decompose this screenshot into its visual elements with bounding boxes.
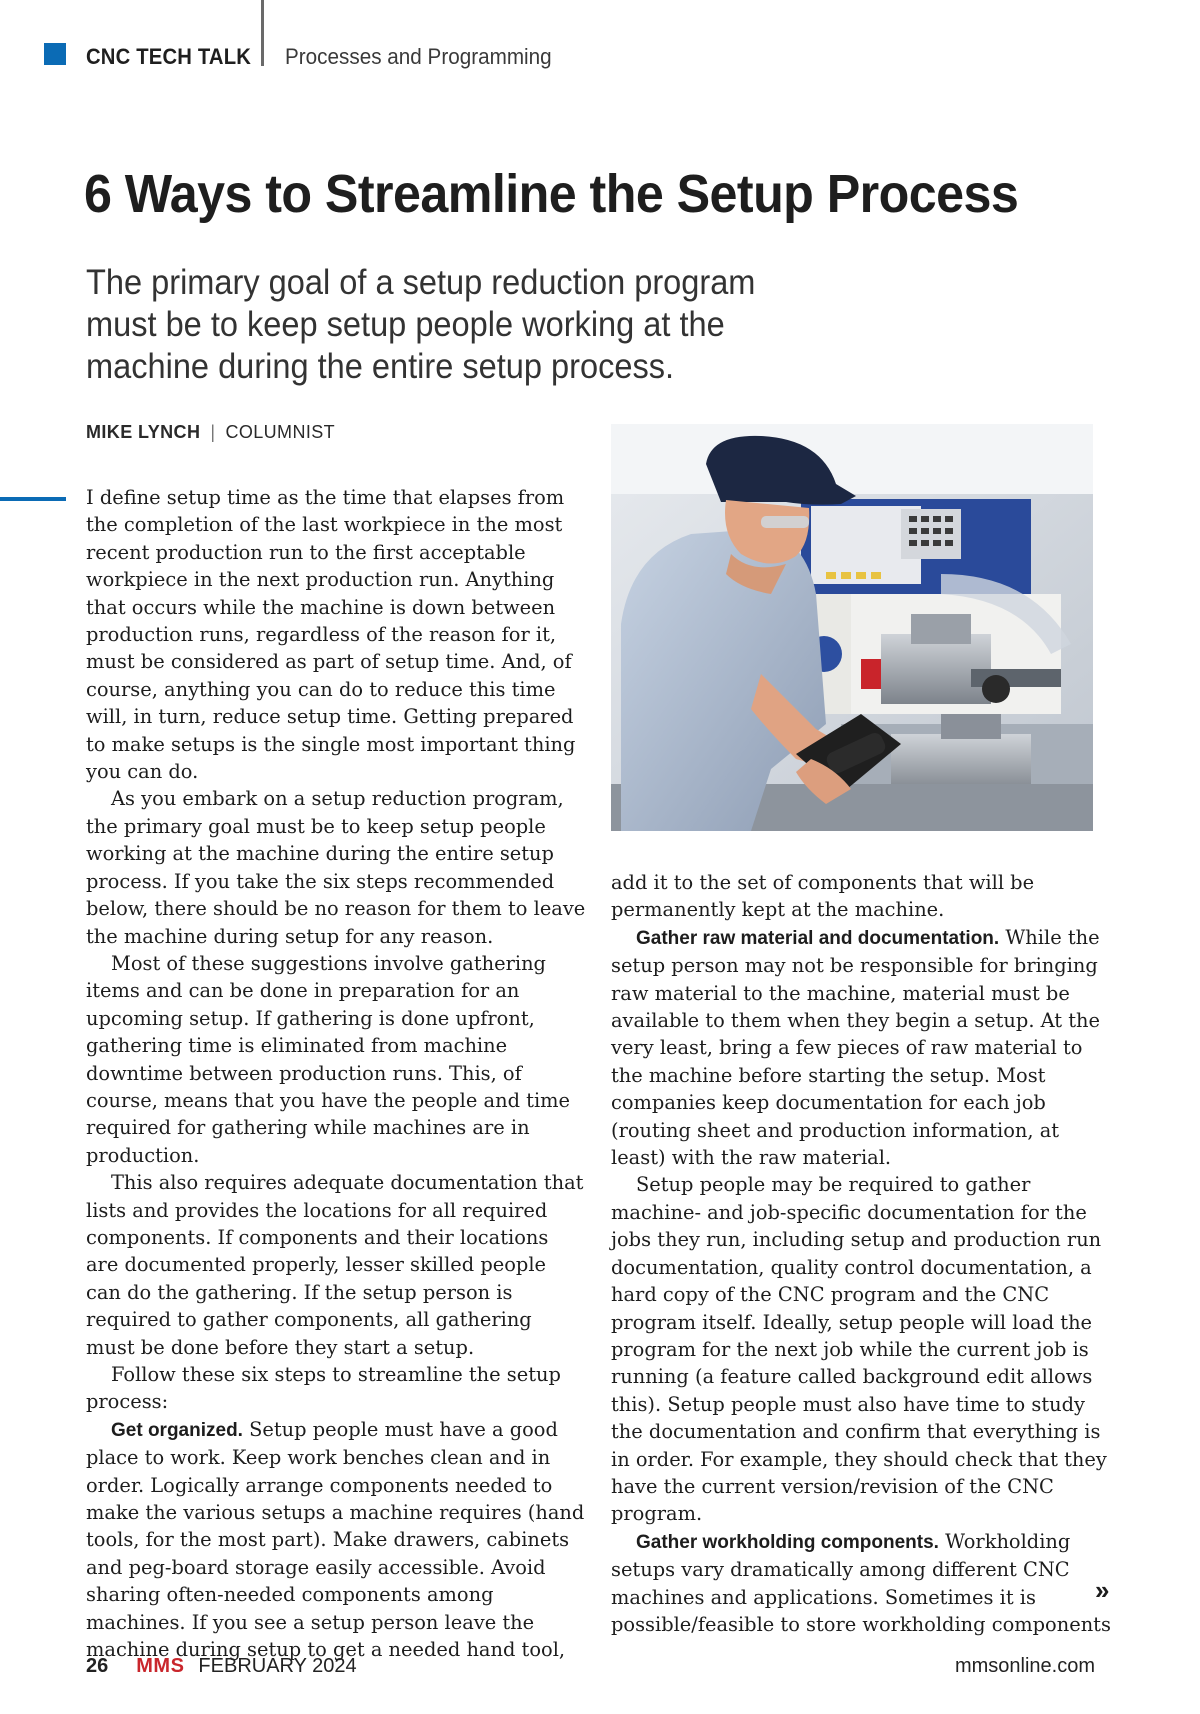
paragraph-text: Workholding setups vary dramatically among different CNC machines and applications. Sometimes it is possible/feasible to store workholding components bbox=[611, 1529, 1111, 1636]
footer-left bbox=[86, 1655, 357, 1678]
page-number: 26 bbox=[86, 1655, 109, 1677]
paragraph-text: While the setup person may not be responsible for bringing raw material to the machine, material must be available to them when they begin a setup. At the very least, bring a few pieces of raw material to the machine before starting the setup. Most companies keep documentation for each job (routing sheet and production information, at least) with the raw material. bbox=[611, 925, 1101, 1170]
article-column-2 bbox=[611, 869, 1111, 1638]
step-heading: Gather workholding components. bbox=[636, 1531, 939, 1553]
paragraph: Follow these six steps to streamline the setup process: bbox=[86, 1363, 561, 1414]
paragraph-text: Setup people must have a good place to work. Keep work benches clean and in order. Logically arrange components needed to make the various setups a machine requires (hand tools, for the most part). Make drawers, cabinets and peg-board storage easily accessible. Avoid sharing often-needed components among machines. If you see a setup person leave the machine during setup to get a needed hand tool, bbox=[86, 1417, 585, 1662]
byline bbox=[86, 422, 335, 443]
section-topic: Processes and Programming bbox=[285, 44, 552, 69]
author-role: COLUMNIST bbox=[225, 422, 336, 442]
step-heading: Gather raw material and documentation. bbox=[636, 927, 1000, 949]
step-heading: Get organized. bbox=[111, 1419, 243, 1441]
website-link[interactable]: mmsonline.com bbox=[954, 1655, 1095, 1677]
paragraph: I define setup time as the time that elapses from the completion of the last workpiece in the most recent production run to the first acceptable workpiece in the next production run. Anything that occurs while the machine is down between production runs, regardless of the reason for it, must be considered as part of setup time. And, of course, anything you can do to reduce this time will, in turn, reduce setup time. Getting prepared to make setups is the single most important thing you can do. bbox=[86, 486, 576, 784]
article-deck: The primary goal of a setup reduction program must be to keep setup people working at the machine during the entire setup process. bbox=[86, 263, 756, 386]
section-marker bbox=[44, 43, 66, 65]
article-photo bbox=[611, 424, 1093, 831]
paragraph: Setup people may be required to gather machine- and job-specific documentation for the jobs they run, including setup and production run documentation, quality control documentation, a hard copy of the CNC program and the CNC program itself. Ideally, setup people will load the program for the next job while the current job is running (a feature called background edit allows this). Setup people must also have time to study the documentation and confirm that everything is in order. For example, they should check that they have the current version/revision of the CNC program. bbox=[611, 1173, 1107, 1526]
article-title: 6 Ways to Streamline the Setup Process bbox=[84, 164, 1019, 224]
machinist-at-lathe-image bbox=[611, 424, 1093, 831]
article-column-1 bbox=[86, 484, 586, 1663]
paragraph bbox=[611, 1528, 1111, 1639]
paragraph: This also requires adequate documentation that lists and provides the locations for all required components. If components and their locations are documented properly, lesser skilled people can do the gathering. If the setup person is required to gather components, all gathering must be done before they start a setup. bbox=[86, 1171, 584, 1359]
paragraph: add it to the set of components that will be permanently kept at the machine. bbox=[611, 871, 1035, 922]
author-name: MIKE LYNCH bbox=[86, 422, 201, 442]
header-divider bbox=[261, 0, 264, 66]
issue-date: FEBRUARY 2024 bbox=[198, 1655, 357, 1677]
paragraph bbox=[611, 924, 1111, 1172]
paragraph: Most of these suggestions involve gathering items and can be done in preparation for an upcoming setup. If gathering is done upfront, gathering time is eliminated from machine downtime between production runs. This, of course, means that you have the people and time required for gathering while machines are in production. bbox=[86, 951, 571, 1167]
column-start-rule bbox=[0, 497, 66, 501]
section-label: CNC TECH TALK bbox=[86, 44, 252, 69]
continue-arrow-icon: » bbox=[1095, 1575, 1110, 1605]
byline-separator: | bbox=[210, 422, 216, 442]
paragraph: As you embark on a setup reduction program, the primary goal must be to keep setup people working at the machine during the entire setup process. If you take the six steps recommended below, there should be no reason for them to leave the machine during setup for any reason. bbox=[86, 787, 586, 948]
magazine-name: MMS bbox=[136, 1655, 185, 1677]
paragraph bbox=[86, 1416, 586, 1664]
